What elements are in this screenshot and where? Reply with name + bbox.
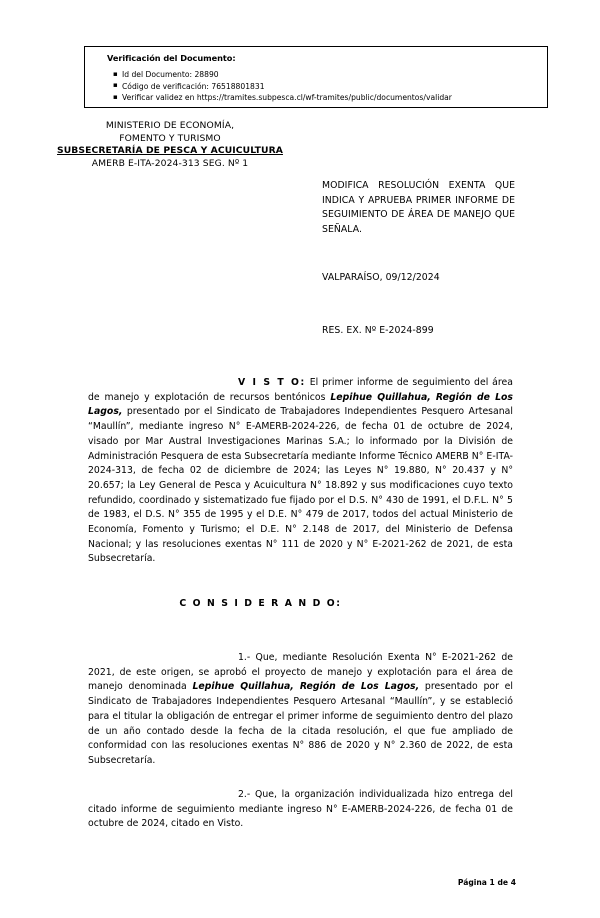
place-and-date: VALPARAÍSO, 09/12/2024 (322, 272, 440, 283)
list-item: ▪ Código de verificación: 76518801831 (113, 81, 543, 93)
file-reference-line: AMERB E-ITA-2024-313 SEG. Nº 1 (91, 157, 249, 169)
considerando-paragraph-1 (88, 651, 513, 769)
page-number-footer: Página 1 de 4 (457, 878, 516, 887)
resolution-number: RES. EX. Nº E-2024-899 (322, 325, 434, 336)
ministry-line-2: FOMENTO Y TURISMO (119, 132, 221, 144)
considerando-2-text: 2.- Que, la organización individualizada hizo entrega del citado informe de seguimiento mediante ingreso N° E-AMERB-2024-226, de fecha 01 de octubre de 2024, citado en Visto. (88, 789, 513, 830)
visto-text-part-2: presentado por el Sindicato de Trabajadores Independientes Pesquero Artesanal “Maullín”, mediante ingreso N° E-AMERB-2024-226, de fecha 01 de octubre de 2024, visado por Mar Austral Investigaciones Marinas S.A.; lo informado por la División de Administración Pesquera de esta Subsecretaría mediante Informe Técnico AMERB N° E-ITA-2024-313, de fecha 02 de diciembre de 2024; las Leyes N° 19.880, N° 20.437 y N° 20.657; la Ley General de Pesca y Acuicultura N° 18.892 y sus modificaciones cuyo texto refundido, coordinado y sistematizado fue fijado por el D.S. N° 430 de 1991, el D.F.L. N° 5 de 1983, el D.S. N° 355 de 1995 y el D.E. N° 479 de 2017, todos del actual Ministerio de Economía, Fomento y Turismo; el D.E. N° 2.148 de 2017, del Ministerio de Defensa Nacional; y las resoluciones exentas N° 111 de 2020 y N° E-2021-262 de 2021, de esta Subsecretaría. (88, 406, 513, 565)
visto-paragraph (88, 376, 513, 567)
visto-heading: V I S T O: (238, 377, 306, 388)
considerando-heading: C O N S I D E R A N D O: (179, 598, 342, 609)
list-item: ▪ Verificar validez en https://tramites.subpesca.cl/wf-tramites/public/documentos/validar (113, 92, 543, 104)
area-name-emphasis-visto: Lepihue Quillahua, Región de Los Lagos, (88, 391, 513, 418)
area-name-emphasis-considerando-1: Lepihue Quillahua, Región de Los Lagos, (192, 681, 420, 693)
page-title: MODIFICA RESOLUCIÓN EXENTA QUE INDICA Y APRUEBA PRIMER INFORME DE SEGUIMIENTO DE ÁREA DE MANEJO QUE SEÑALA. (322, 180, 515, 235)
considerando-1-text-part-2: presentado por el Sindicato de Trabajadores Independientes Pesquero Artesanal “Maullín”, y se estableció para el titular la obligación de entregar el primer informe de seguimiento dentro del plazo de un año contado desde la fecha de la citada resolución, el que fue ampliado de conformidad con las resoluciones exentas N° 886 de 2020 y N° 2.360 de 2022, de esta Subsecretaría. (88, 681, 514, 766)
ministry-line-1: MINISTERIO DE ECONOMÍA, (105, 120, 235, 131)
subsecretariat-line: SUBSECRETARÍA DE PESCA Y ACUICULTURA (57, 145, 283, 157)
verification-box (84, 46, 548, 108)
visto-text-part-1: El primer informe de seguimiento del área de manejo y explotación de recursos bentónicos (88, 377, 513, 403)
verification-box-title: Verificación del Documento: (107, 53, 236, 63)
considerando-1-text-part-1: 1.- Que, mediante Resolución Exenta N° E-2021-262 de 2021, de este origen, se aprobó el proyecto de manejo y explotación para el área de manejo denominada (88, 652, 513, 693)
masthead (22, 120, 318, 170)
list-item: ▪ Id del Documento: 28890 (113, 69, 543, 81)
considerando-paragraph-2 (88, 788, 513, 832)
verification-box-list (113, 69, 543, 104)
